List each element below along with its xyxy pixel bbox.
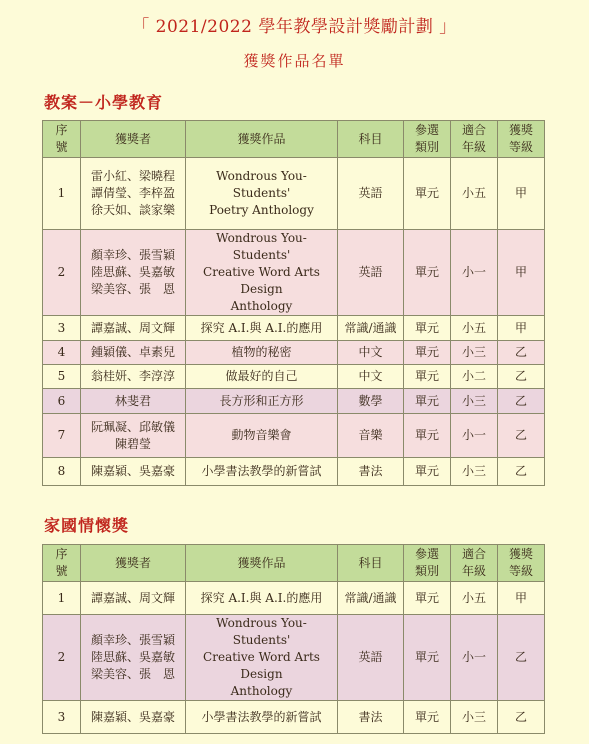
header-winners: 獲獎者 — [81, 545, 186, 582]
cell-winners-text: 陸思蘇、吳嘉敏 — [90, 650, 175, 664]
cell-winners-text: 雷小紅、梁曉程 — [90, 169, 175, 183]
cell-type-text: 單元 — [414, 265, 439, 279]
cell-subject — [338, 230, 404, 316]
header-level: 獲獎 等級 — [498, 545, 545, 582]
cell-grade-text: 小三 — [461, 709, 486, 724]
cell-winners-text: 顏幸珍、張雪穎 — [90, 633, 175, 647]
cell-type — [404, 316, 451, 341]
cell-winners-text: 翁桂妍、李淳淳 — [90, 369, 175, 383]
cell-subject-text: 英語 — [358, 265, 383, 279]
cell-winners-text: 譚嘉誠、周文輝 — [90, 590, 175, 605]
cell-work-text: Creative Word Arts Design — [203, 265, 320, 296]
cell-level — [498, 582, 545, 615]
table-row — [43, 414, 545, 458]
cell-grade — [451, 158, 498, 230]
cell-no — [43, 389, 81, 414]
cell-work — [186, 414, 338, 458]
header-subject: 科目 — [338, 121, 404, 158]
header-type: 參選 類別 — [404, 545, 451, 582]
cell-work — [186, 316, 338, 341]
cell-type-text: 單元 — [414, 464, 439, 478]
cell-subject — [338, 458, 404, 486]
cell-level — [498, 615, 545, 701]
cell-no-text: 5 — [57, 369, 66, 383]
cell-no-text: 3 — [57, 320, 66, 335]
cell-grade-text: 小三 — [461, 345, 486, 359]
cell-winners — [81, 458, 186, 486]
cell-winners — [81, 389, 186, 414]
cell-work — [186, 230, 338, 316]
cell-grade-text: 小五 — [461, 590, 486, 605]
cell-grade — [451, 341, 498, 365]
cell-grade — [451, 365, 498, 389]
cell-work-text: Wondrous You-Students' — [216, 169, 307, 200]
cell-winners-text: 顏幸珍、張雪穎 — [90, 248, 175, 262]
cell-type-text: 單元 — [414, 369, 439, 383]
cell-subject — [338, 341, 404, 365]
cell-level-text: 甲 — [514, 265, 527, 279]
cell-level — [498, 230, 545, 316]
cell-winners-text: 徐天如、談家樂 — [90, 203, 175, 217]
cell-work — [186, 341, 338, 365]
cell-grade-text: 小五 — [461, 186, 486, 200]
table-row — [43, 615, 545, 701]
cell-winners-text: 鍾穎儀、卓素兒 — [90, 345, 175, 359]
cell-work-text: Anthology — [230, 684, 293, 698]
header-grade: 適合 年級 — [451, 545, 498, 582]
cell-subject-text: 英語 — [358, 186, 383, 200]
cell-winners-text: 陳嘉穎、吳嘉豪 — [90, 709, 175, 724]
cell-subject — [338, 414, 404, 458]
cell-type — [404, 701, 451, 734]
cell-type — [404, 158, 451, 230]
header-work: 獲獎作品 — [186, 545, 338, 582]
cell-winners — [81, 701, 186, 734]
awards-table-lesson-plans — [42, 120, 545, 486]
cell-no-text: 7 — [57, 428, 66, 442]
cell-grade — [451, 615, 498, 701]
cell-subject — [338, 316, 404, 341]
cell-grade-text: 小五 — [461, 320, 486, 335]
cell-work-text: 植物的秘密 — [231, 345, 292, 359]
cell-work-text: 動物音樂會 — [231, 428, 292, 442]
cell-type-text: 單元 — [414, 709, 439, 724]
cell-winners-text: 陳碧瑩 — [114, 436, 151, 451]
cell-no — [43, 701, 81, 734]
cell-type-text: 單元 — [414, 590, 439, 605]
table-row — [43, 582, 545, 615]
cell-no — [43, 365, 81, 389]
cell-type — [404, 341, 451, 365]
cell-work-text: 小學書法教學的新嘗試 — [201, 464, 322, 478]
cell-level — [498, 458, 545, 486]
cell-subject — [338, 365, 404, 389]
cell-subject — [338, 582, 404, 615]
cell-no-text: 1 — [57, 186, 66, 200]
cell-type — [404, 582, 451, 615]
header-no: 序 號 — [43, 545, 81, 582]
cell-grade — [451, 458, 498, 486]
cell-winners — [81, 341, 186, 365]
cell-no — [43, 158, 81, 230]
cell-work-text: 小學書法教學的新嘗試 — [201, 709, 322, 724]
cell-grade — [451, 582, 498, 615]
cell-no-text: 6 — [57, 393, 66, 408]
cell-no — [43, 458, 81, 486]
table-row — [43, 230, 545, 316]
cell-grade-text: 小一 — [461, 428, 486, 442]
cell-level — [498, 414, 545, 458]
cell-no-text: 8 — [57, 464, 66, 478]
cell-level — [498, 341, 545, 365]
cell-no-text: 2 — [57, 650, 66, 664]
cell-no-text: 1 — [57, 590, 66, 605]
cell-winners — [81, 582, 186, 615]
cell-level-text: 乙 — [514, 369, 527, 383]
cell-no — [43, 316, 81, 341]
cell-level-text: 乙 — [514, 650, 527, 664]
cell-subject — [338, 701, 404, 734]
cell-grade — [451, 414, 498, 458]
cell-type — [404, 414, 451, 458]
cell-work-text: Creative Word Arts Design — [203, 650, 320, 681]
cell-type-text: 單元 — [414, 650, 439, 664]
cell-subject — [338, 389, 404, 414]
cell-grade — [451, 316, 498, 341]
cell-level — [498, 701, 545, 734]
header-subject: 科目 — [338, 545, 404, 582]
cell-grade — [451, 389, 498, 414]
cell-winners-text: 梁美容、張 恩 — [90, 282, 175, 296]
cell-winners — [81, 230, 186, 316]
cell-winners — [81, 365, 186, 389]
cell-level-text: 乙 — [514, 428, 527, 442]
cell-subject-text: 音樂 — [358, 428, 383, 442]
cell-grade-text: 小三 — [461, 393, 486, 408]
header-grade: 適合 年級 — [451, 121, 498, 158]
page-subtitle: 獲獎作品名單 — [243, 52, 346, 70]
cell-work-text: 做最好的自己 — [225, 369, 298, 383]
cell-level — [498, 389, 545, 414]
cell-type — [404, 615, 451, 701]
table-header-row — [43, 121, 545, 158]
header-level: 獲獎 等級 — [498, 121, 545, 158]
cell-level-text: 乙 — [514, 393, 527, 408]
cell-work — [186, 701, 338, 734]
cell-type-text: 單元 — [414, 428, 439, 442]
cell-work — [186, 458, 338, 486]
cell-grade-text: 小一 — [461, 650, 486, 664]
cell-subject-text: 書法 — [358, 709, 383, 724]
cell-no-text: 3 — [57, 709, 66, 724]
cell-winners-text: 譚嘉誠、周文輝 — [90, 320, 175, 335]
cell-no — [43, 230, 81, 316]
cell-work — [186, 582, 338, 615]
cell-type-text: 單元 — [414, 393, 439, 408]
table-row — [43, 158, 545, 230]
cell-level-text: 甲 — [514, 320, 527, 335]
table-row — [43, 365, 545, 389]
cell-subject-text: 英語 — [358, 650, 383, 664]
cell-winners-text: 阮珮凝、邱敏儀 — [90, 419, 175, 434]
cell-winners — [81, 158, 186, 230]
cell-winners-text: 林斐君 — [114, 393, 151, 408]
cell-level-text: 乙 — [514, 464, 527, 478]
cell-winners — [81, 414, 186, 458]
cell-work — [186, 389, 338, 414]
table-row — [43, 316, 545, 341]
cell-subject-text: 常識/通識 — [344, 320, 397, 335]
cell-work — [186, 615, 338, 701]
cell-subject-text: 中文 — [358, 345, 383, 359]
cell-work-text: 長方形和正方形 — [219, 393, 304, 408]
cell-work-text: Wondrous You-Students' — [216, 231, 307, 262]
cell-level — [498, 316, 545, 341]
cell-no-text: 2 — [57, 265, 66, 279]
cell-subject-text: 中文 — [358, 369, 383, 383]
table-row — [43, 341, 545, 365]
cell-level — [498, 365, 545, 389]
cell-level-text: 乙 — [514, 709, 527, 724]
cell-type — [404, 389, 451, 414]
cell-work-text: 探究 A.I.與 A.I.的應用 — [200, 590, 323, 605]
cell-grade-text: 小一 — [461, 265, 486, 279]
cell-no — [43, 582, 81, 615]
cell-type — [404, 458, 451, 486]
header-work: 獲獎作品 — [186, 121, 338, 158]
cell-no — [43, 414, 81, 458]
cell-type — [404, 230, 451, 316]
cell-winners-text: 陸思蘇、吳嘉敏 — [90, 265, 175, 279]
cell-type-text: 單元 — [414, 320, 439, 335]
table-row — [43, 458, 545, 486]
cell-subject-text: 數學 — [358, 393, 383, 408]
cell-grade — [451, 230, 498, 316]
page-title: 「 2021/2022 學年教學設計獎勵計劃 」 — [132, 17, 457, 37]
cell-work-text: Wondrous You-Students' — [216, 616, 307, 647]
cell-winners-text: 梁美容、張 恩 — [90, 667, 175, 681]
cell-type — [404, 365, 451, 389]
cell-grade-text: 小三 — [461, 464, 486, 478]
cell-type-text: 單元 — [414, 186, 439, 200]
section-title-lesson-plans: 教案－小學教育 — [44, 93, 164, 112]
cell-work — [186, 158, 338, 230]
table-header-row — [43, 545, 545, 582]
cell-no — [43, 341, 81, 365]
cell-no — [43, 615, 81, 701]
cell-winners-text: 陳嘉穎、吳嘉豪 — [90, 464, 175, 478]
header-type: 參選 類別 — [404, 121, 451, 158]
table-row — [43, 701, 545, 734]
cell-winners — [81, 615, 186, 701]
cell-winners-text: 譚倩瑩、李梓盈 — [90, 186, 175, 200]
header-winners: 獲獎者 — [81, 121, 186, 158]
cell-winners — [81, 316, 186, 341]
cell-subject-text: 常識/通識 — [344, 590, 397, 605]
table-row — [43, 389, 545, 414]
cell-subject-text: 書法 — [358, 464, 383, 478]
cell-subject — [338, 158, 404, 230]
cell-work — [186, 365, 338, 389]
header-no: 序 號 — [43, 121, 81, 158]
awards-table-national-sentiment — [42, 544, 545, 734]
cell-grade-text: 小二 — [461, 369, 486, 383]
cell-work-text: Anthology — [230, 299, 293, 313]
cell-level — [498, 158, 545, 230]
cell-level-text: 甲 — [514, 590, 527, 605]
section-title-national-sentiment: 家國情懷獎 — [44, 516, 130, 535]
cell-work-text: Poetry Anthology — [209, 203, 314, 217]
cell-grade — [451, 701, 498, 734]
cell-subject — [338, 615, 404, 701]
cell-work-text: 探究 A.I.與 A.I.的應用 — [200, 320, 323, 335]
cell-type-text: 單元 — [414, 345, 439, 359]
cell-level-text: 乙 — [514, 345, 527, 359]
cell-no-text: 4 — [57, 345, 66, 359]
cell-level-text: 甲 — [514, 186, 527, 200]
